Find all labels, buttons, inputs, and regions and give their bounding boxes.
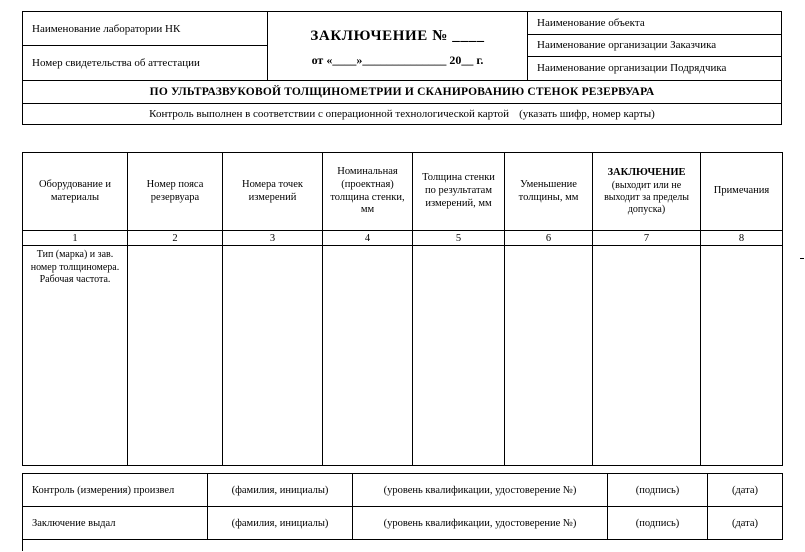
cell-conclusion[interactable]: [593, 246, 701, 466]
column-header-belt-number-label: Номер пояса резервуара: [146, 178, 204, 203]
cell-nominal-thickness[interactable]: [323, 246, 413, 466]
header-right-column: [528, 12, 781, 80]
header-top-row: [23, 12, 781, 80]
column-header-notes-label: Примечания: [713, 185, 770, 197]
signature-name-inspector[interactable]: (фамилия, инициалы): [208, 474, 353, 507]
signature-label-issuer: Заключение выдал: [23, 507, 208, 540]
column-header-conclusion: [593, 153, 701, 231]
signature-table: [22, 473, 783, 540]
column-number-5: 5: [413, 231, 505, 246]
signature-name-issuer[interactable]: (фамилия, инициалы): [208, 507, 353, 540]
column-header-conclusion-label: ЗАКЛЮЧЕНИЕ: [607, 166, 686, 178]
document-title: ПО УЛЬТРАЗВУКОВОЙ ТОЛЩИНОМЕТРИИ И СКАНИРОВАНИЮ СТЕНОК РЕЗЕРВУАРА: [23, 80, 781, 103]
column-header-conclusion-sublabel: (выходит или не выходит за пределы допуска): [604, 179, 689, 215]
cell-point-numbers[interactable]: [223, 246, 323, 466]
column-number-8: 8: [701, 231, 783, 246]
column-header-belt-number: [128, 153, 223, 231]
cell-thickness-reduction[interactable]: [505, 246, 593, 466]
column-header-nominal-thickness: [323, 153, 413, 231]
column-header-thickness-reduction-label: Уменьшение толщины, мм: [518, 178, 579, 203]
cell-notes[interactable]: [701, 246, 783, 466]
column-header-measured-thickness: [413, 153, 505, 231]
table-number-row: [23, 231, 783, 246]
signature-sign-issuer[interactable]: (подпись): [608, 507, 708, 540]
signature-date-inspector[interactable]: (дата): [708, 474, 783, 507]
column-header-thickness-reduction: [505, 153, 593, 231]
column-header-equipment: [23, 153, 128, 231]
column-number-3: 3: [223, 231, 323, 246]
header-block: [22, 11, 782, 125]
page-edge-mark-bottom: [22, 540, 23, 551]
column-header-point-numbers: [223, 153, 323, 231]
page-edge-mark-right: [800, 258, 804, 259]
signature-sign-inspector[interactable]: (подпись): [608, 474, 708, 507]
column-number-1: 1: [23, 231, 128, 246]
column-header-point-numbers-label: Номера точек измерений: [242, 178, 303, 203]
column-number-7: 7: [593, 231, 701, 246]
lab-name-field: Наименование лаборатории НК: [23, 12, 267, 46]
cell-belt-number[interactable]: [128, 246, 223, 466]
column-number-6: 6: [505, 231, 593, 246]
measurements-table: [22, 152, 783, 466]
object-name-field: Наименование объекта: [528, 12, 781, 35]
signature-label-inspector: Контроль (измерения) произвел: [23, 474, 208, 507]
signature-row-inspector: [23, 474, 783, 507]
conclusion-title: ЗАКЛЮЧЕНИЕ № ____: [310, 28, 485, 44]
table-row: [23, 246, 783, 466]
signature-date-issuer[interactable]: (дата): [708, 507, 783, 540]
column-header-equipment-label: Оборудование и материалы: [38, 178, 112, 203]
document-subtitle: [23, 103, 781, 124]
customer-org-field: Наименование организации Заказчика: [528, 35, 781, 58]
signature-qualification-issuer[interactable]: (уровень квалификации, удостоверение №): [353, 507, 608, 540]
column-header-nominal-thickness-label: Номинальная (проектная) толщина стенки, мм: [330, 165, 405, 216]
header-left-column: [23, 12, 268, 80]
table-header-row: [23, 153, 783, 231]
signature-row-issuer: [23, 507, 783, 540]
column-header-measured-thickness-label: Толщина стенки по результатам измерений, мм: [422, 172, 495, 209]
contractor-org-field: Наименование организации Подрядчика: [537, 62, 727, 75]
column-number-4: 4: [323, 231, 413, 246]
header-center-column: [268, 12, 528, 80]
subtitle-hint: (указать шифр, номер карты): [519, 108, 655, 120]
cell-measured-thickness[interactable]: [413, 246, 505, 466]
subtitle-text: Контроль выполнен в соответствии с операционной технологической картой: [149, 108, 510, 120]
column-header-notes: [701, 153, 783, 231]
column-number-2: 2: [128, 231, 223, 246]
signature-qualification-inspector[interactable]: (уровень квалификации, удостоверение №): [353, 474, 608, 507]
cell-equipment[interactable]: Тип (марка) и зав. номер толщиномера. Рабочая частота.: [23, 246, 128, 466]
conclusion-date-line: от «____»______________ 20__ г.: [311, 53, 484, 67]
certificate-number-field: Номер свидетельства об аттестации: [32, 57, 200, 69]
